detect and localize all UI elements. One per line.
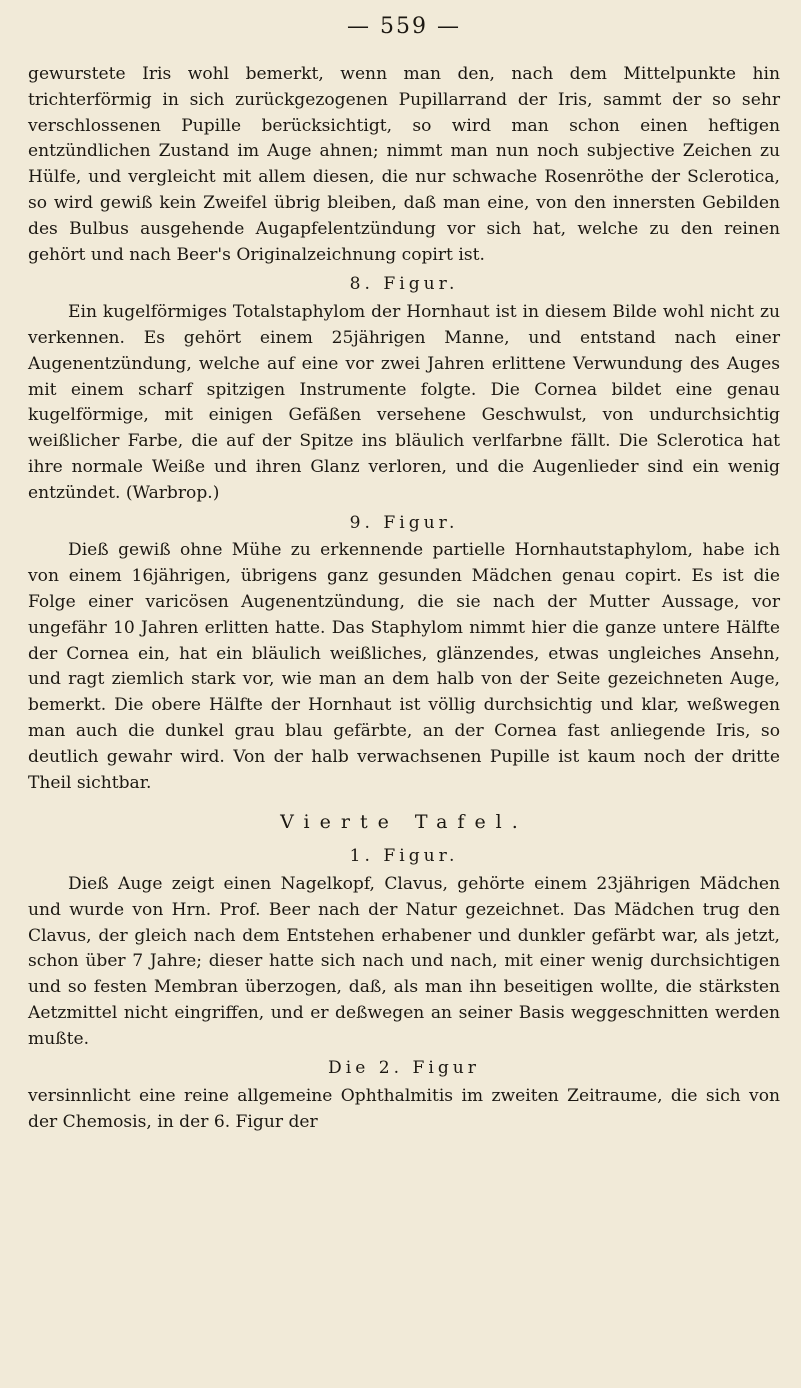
figure-8-text: Ein kugelförmiges Totalstaphylom der Hornhaut ist in diesem Bilde wohl nicht zu verkennen. Es gehört einem 25jährigen Manne, und entstand nach einer Augenentzündung, welche auf eine vor zwei Jahren erlittene Verwundung des Auges mit einem scharf spitzigen Instrumente folgte. Die Cornea bildet eine genau kugelförmige, mit einigen Gefäßen versehene Geschwulst, von undurchsichtig weißlicher Farbe, die auf der Spitze ins bläulich verlfarbne fällt. Die Sclerotica hat ihre normale Weiße und ihren Glanz verloren, und die Augenlieder sind ein wenig entzündet. (Warbrop.) (28, 302, 780, 503)
figure-2-text: versinnlicht eine reine allgemeine Ophthalmitis im zweiten Zeitraume, die sich von der Chemosis, in der 6. Figur der (28, 1086, 780, 1133)
figure-1-text: Dieß Auge zeigt einen Nagelkopf, Clavus, gehörte einem 23jährigen Mädchen und wurde von Hrn. Prof. Beer nach der Natur gezeichnet. Das Mädchen trug den Clavus, der gleich nach dem Entstehen erhabener und dunkler gefärbt war, als jetzt, schon über 7 Jahre; dieser hatte sich nach und nach, mit einer wenig durchsichtigen und so festen Membran überzogen, daß, als man ihn beseitigen wollte, die stärksten Aetzmittel nicht eingriffen, und er deßwegen an seiner Basis weggeschnitten werden mußte. (28, 873, 780, 1049)
body-text (28, 62, 780, 1136)
book-page (28, 0, 780, 1388)
figure-9-text: Dieß gewiß ohne Mühe zu erkennende partielle Hornhautstaphylom, habe ich von einem 16jährigen, übrigens ganz gesunden Mädchen genau copirt. Es ist die Folge einer varicösen Augenentzündung, die sie nach der Mutter Aussage, vor ungefähr 10 Jahren erlitten hatte. Das Staphylom nimmt hier die ganze untere Hälfte der Cornea ein, hat ein bläulich weißliches, glänzendes, etwas ungleiches Ansehn, und ragt ziemlich stark vor, wie man an dem halb von der Seite gezeichneten Auge, bemerkt. Die obere Hälfte der Hornhaut ist völlig durchsichtig und klar, weßwegen man auch die dunkel grau blau gefärbte, an der Cornea fast anliegende Iris, so deutlich gewahr wird. Von der halb verwachsenen Pupille ist kaum noch der dritte Theil sichtbar. (28, 540, 780, 793)
plate-heading: Vierte Tafel. (280, 811, 528, 834)
paragraph-intro: gewurstete Iris wohl bemerkt, wenn man den, nach dem Mittelpunkte hin trichterförmig in sich zurückgezogenen Pupillarrand der Iris, sammt der so sehr verschlossenen Pupille berücksichtigt, so wird man schon einen heftigen entzündlichen Zustand im Auge ahnen; nimmt man nun noch subjective Zeichen zu Hülfe, und vergleicht mit allem diesen, die nur schwache Rosenröthe der Sclerotica, so wird gewiß kein Zweifel übrig bleiben, daß man eine, von den innersten Gebilden des Bulbus ausgehende Augapfelentzündung vor sich hat, welche zu den reinen gehört und nach Beer's Originalzeichnung copirt ist. (28, 64, 780, 265)
figure-1-heading: 1. Figur. (349, 846, 459, 867)
figure-9-heading: 9. Figur. (349, 512, 459, 533)
figure-8-heading: 8. Figur. (349, 274, 459, 295)
page-number: — 559 — (347, 14, 461, 39)
figure-2-heading: Die 2. Figur (328, 1058, 480, 1079)
